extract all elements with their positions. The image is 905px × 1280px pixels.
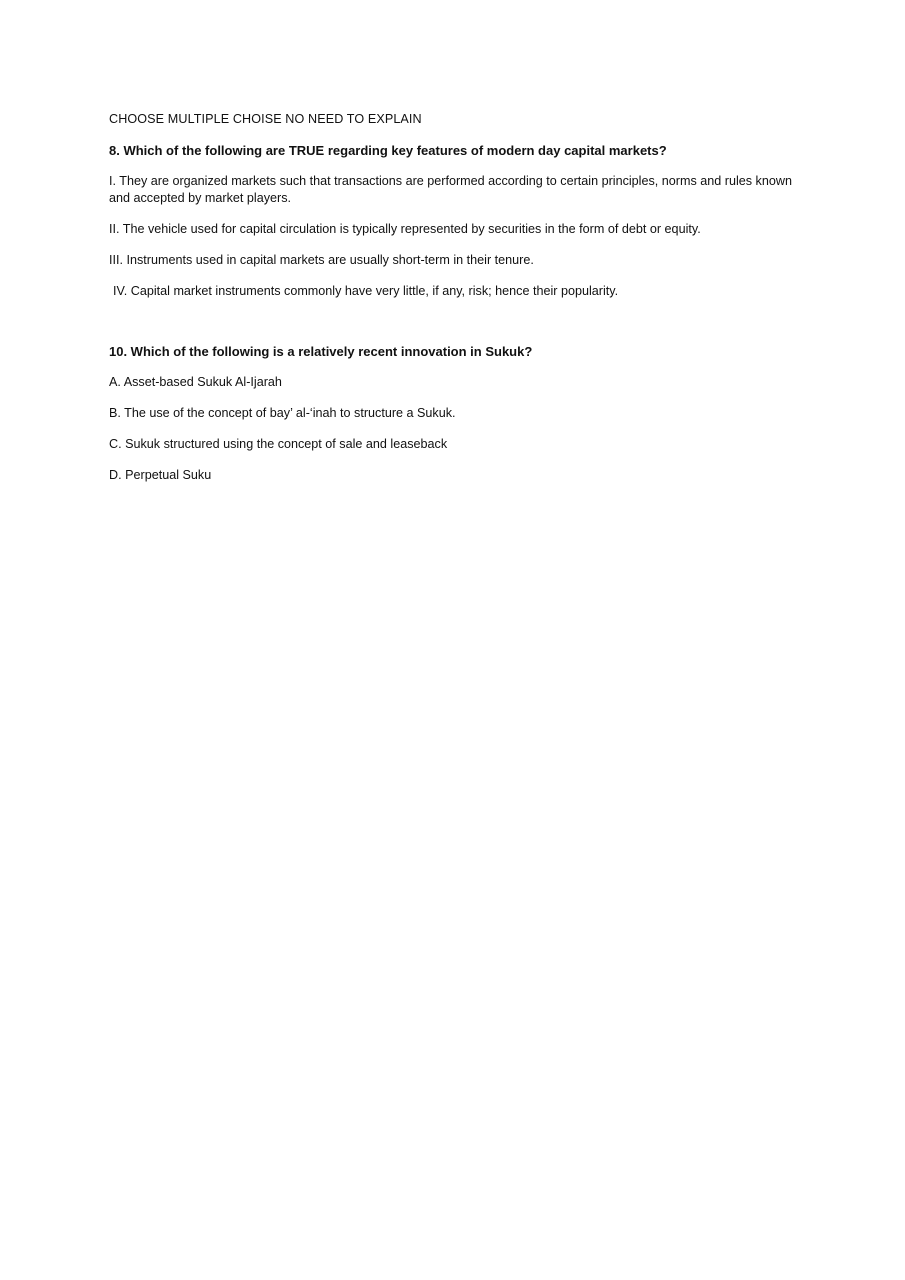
option-b: B. The use of the concept of bay’ al-‘inah to structure a Sukuk.: [109, 406, 456, 420]
question-10: 10. Which of the following is a relatively recent innovation in Sukuk?: [109, 344, 533, 359]
instruction-text: CHOOSE MULTIPLE CHOISE NO NEED TO EXPLAIN: [109, 112, 422, 126]
statement-ii: II. The vehicle used for capital circulation is typically represented by securities in the form of debt or equity.: [109, 222, 701, 236]
option-a: A. Asset-based Sukuk Al-Ijarah: [109, 375, 282, 389]
option-c: C. Sukuk structured using the concept of sale and leaseback: [109, 437, 448, 451]
section-spacer: [109, 314, 799, 343]
statement-iv: IV. Capital market instruments commonly have very little, if any, risk; hence their popularity.: [113, 284, 619, 298]
option-d: D. Perpetual Suku: [109, 468, 212, 482]
question-8: 8. Which of the following are TRUE regarding key features of modern day capital markets?: [109, 143, 667, 158]
document-content: [109, 111, 799, 498]
statement-i: I. They are organized markets such that transactions are performed according to certain principles, norms and rules known and accepted by market players.: [109, 174, 792, 205]
statement-iii: III. Instruments used in capital markets are usually short-term in their tenure.: [109, 253, 534, 267]
